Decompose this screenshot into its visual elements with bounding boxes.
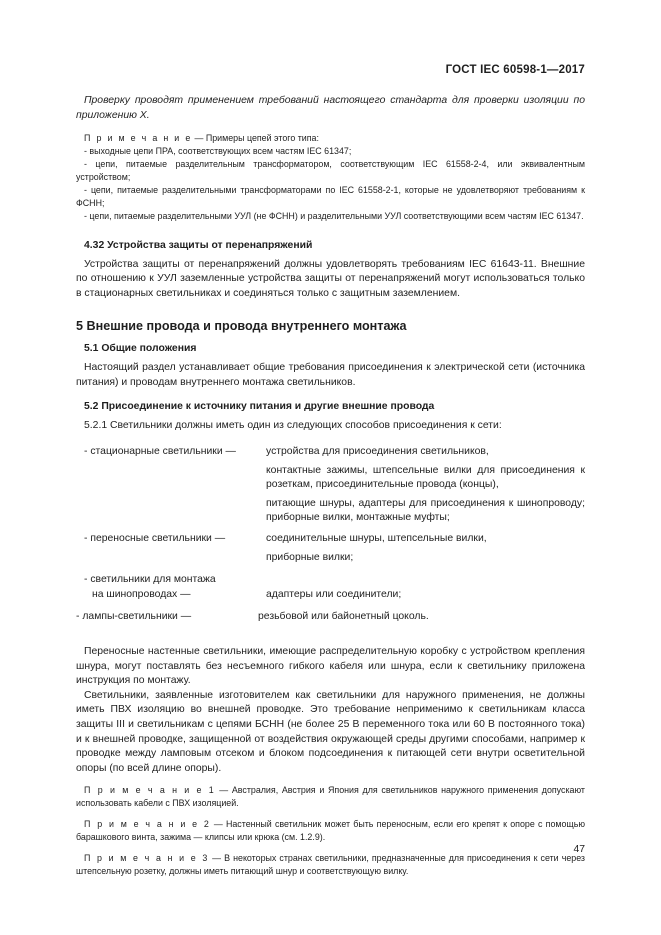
section-heading-5-2: 5.2 Присоединение к источнику питания и другие внешние провода bbox=[84, 400, 435, 412]
intro-note bbox=[76, 132, 585, 145]
table-row bbox=[76, 532, 585, 565]
table-row bbox=[76, 445, 585, 526]
row-value: приборные вилки; bbox=[266, 551, 354, 563]
intro-italic-paragraph: Проверку проводят применением требований настоящего стандарта для проверки изоляции по приложению Х. bbox=[76, 95, 585, 121]
document-header: ГОСТ IEC 60598-1—2017 bbox=[445, 64, 585, 76]
section-5-1-text: Настоящий раздел устанавливает общие требования присоединения к электрической сети (источника питания) и проводам внутреннего монтажа светильников. bbox=[76, 362, 585, 388]
section-heading-5: 5 Внешние провода и провода внутреннего монтажа bbox=[76, 319, 407, 334]
note-label: П р и м е ч а н и е 2 bbox=[84, 819, 211, 830]
section-5-2-paragraph: Светильники, заявленные изготовителем как светильники для наружного применения, не должны иметь ПВХ изоляцию во внешней проводке. Это требование неприменимо к светильникам класса защиты III и светильникам с цепями БСНН (не более 25 В переменного тока или 60 В постоянного тока) и к внешней проводке, защищенной от воздействия окружающей среды другими способами, например к проводке между ламповым отсеком и блоком подсоединения к питающей сети внутри осветительной опоры (по всей длине опоры). bbox=[76, 689, 585, 774]
row-value: соединительные шнуры, штепсельные вилки, bbox=[266, 533, 487, 545]
note-text: — В некоторых странах светильники, предназначенные для присоединения к сети через штепсельную розетку, должны иметь питающий шнур и соответствующую вилку. bbox=[76, 853, 586, 876]
note-item: - выходные цепи ПРА, соответствующих всем частям IEC 61347; bbox=[84, 146, 352, 157]
note-3 bbox=[76, 852, 585, 878]
note-text: — Настенный светильник может быть переносным, если его крепят к опоре с помощью барашкового винта, зажима — клипсы или крюка (см. 1.2.9). bbox=[76, 819, 586, 843]
note-label: П р и м е ч а н и е 1 bbox=[84, 785, 216, 796]
page-content bbox=[76, 94, 585, 878]
row-label: - светильники для монтажа bbox=[84, 574, 216, 586]
section-heading-4-32: 4.32 Устройства защиты от перенапряжений bbox=[84, 239, 313, 251]
note-1 bbox=[76, 784, 585, 810]
note-item: - цепи, питаемые разделительными трансформаторами по IEC 61558-2-1, которые не удовлетворяют требованиям к ФСНН; bbox=[76, 184, 585, 208]
row-label: - переносные светильники — bbox=[84, 533, 226, 545]
section-5-2-1-intro: 5.2.1 Светильники должны иметь один из следующих способов присоединения к сети: bbox=[84, 419, 502, 431]
row-value: адаптеры или соединители; bbox=[266, 588, 402, 600]
section-heading-5-1: 5.1 Общие положения bbox=[84, 343, 197, 355]
row-value: питающие шнуры, адаптеры для присоединения к шинопроводу; приборные вилки, монтажные муфты; bbox=[266, 497, 585, 524]
note-text: — Австралия, Австрия и Япония для светильников наружного применения допускают использовать кабели с ПВХ изоляцией. bbox=[76, 785, 585, 809]
page-number: 47 bbox=[573, 844, 585, 855]
note-item: - цепи, питаемые разделительным трансформатором, соответствующим IEC 61558-2-4, или эквивалентным устройством; bbox=[76, 159, 585, 182]
section-5-2-paragraph: Переносные настенные светильники, имеющие распределительную коробку с устройством крепления шнура, могут поставлять без несъемного гибкого кабеля или шнура, если к светильнику приложена инструкция по монтажу. bbox=[76, 646, 585, 687]
row-value: устройства для присоединения светильников, bbox=[266, 446, 489, 458]
section-4-32-text: Устройства защиты от перенапряжений должны удовлетворять требованиям IEC 61643-11. Внешние по отношению к УУЛ заземленные устройства защиты от перенапряжений могут использоваться только в стационарных светильниках и соединяться только с защитным заземлением. bbox=[76, 258, 585, 299]
row-label: - лампы-светильники — bbox=[76, 611, 192, 623]
table-row bbox=[76, 573, 585, 602]
connection-methods-table bbox=[76, 445, 585, 625]
row-label: на шинопроводах — bbox=[92, 588, 191, 600]
note-2 bbox=[76, 818, 585, 844]
note-label: П р и м е ч а н и е 3 bbox=[84, 853, 210, 863]
note-item: - цепи, питаемые разделительными УУЛ (не ФСНН) и разделительными УУЛ соответствующими всем частям IEC 61347. bbox=[84, 210, 584, 221]
row-value: резьбовой или байонетный цоколь. bbox=[258, 611, 429, 623]
row-value: контактные зажимы, штепсельные вилки для присоединения к розеткам, присоединительные провода (концы), bbox=[266, 464, 585, 491]
table-row bbox=[76, 610, 585, 625]
note-text: — Примеры цепей этого типа: bbox=[192, 133, 319, 144]
row-label: - стационарные светильники — bbox=[84, 446, 236, 458]
note-label: П р и м е ч а н и е bbox=[84, 133, 193, 144]
